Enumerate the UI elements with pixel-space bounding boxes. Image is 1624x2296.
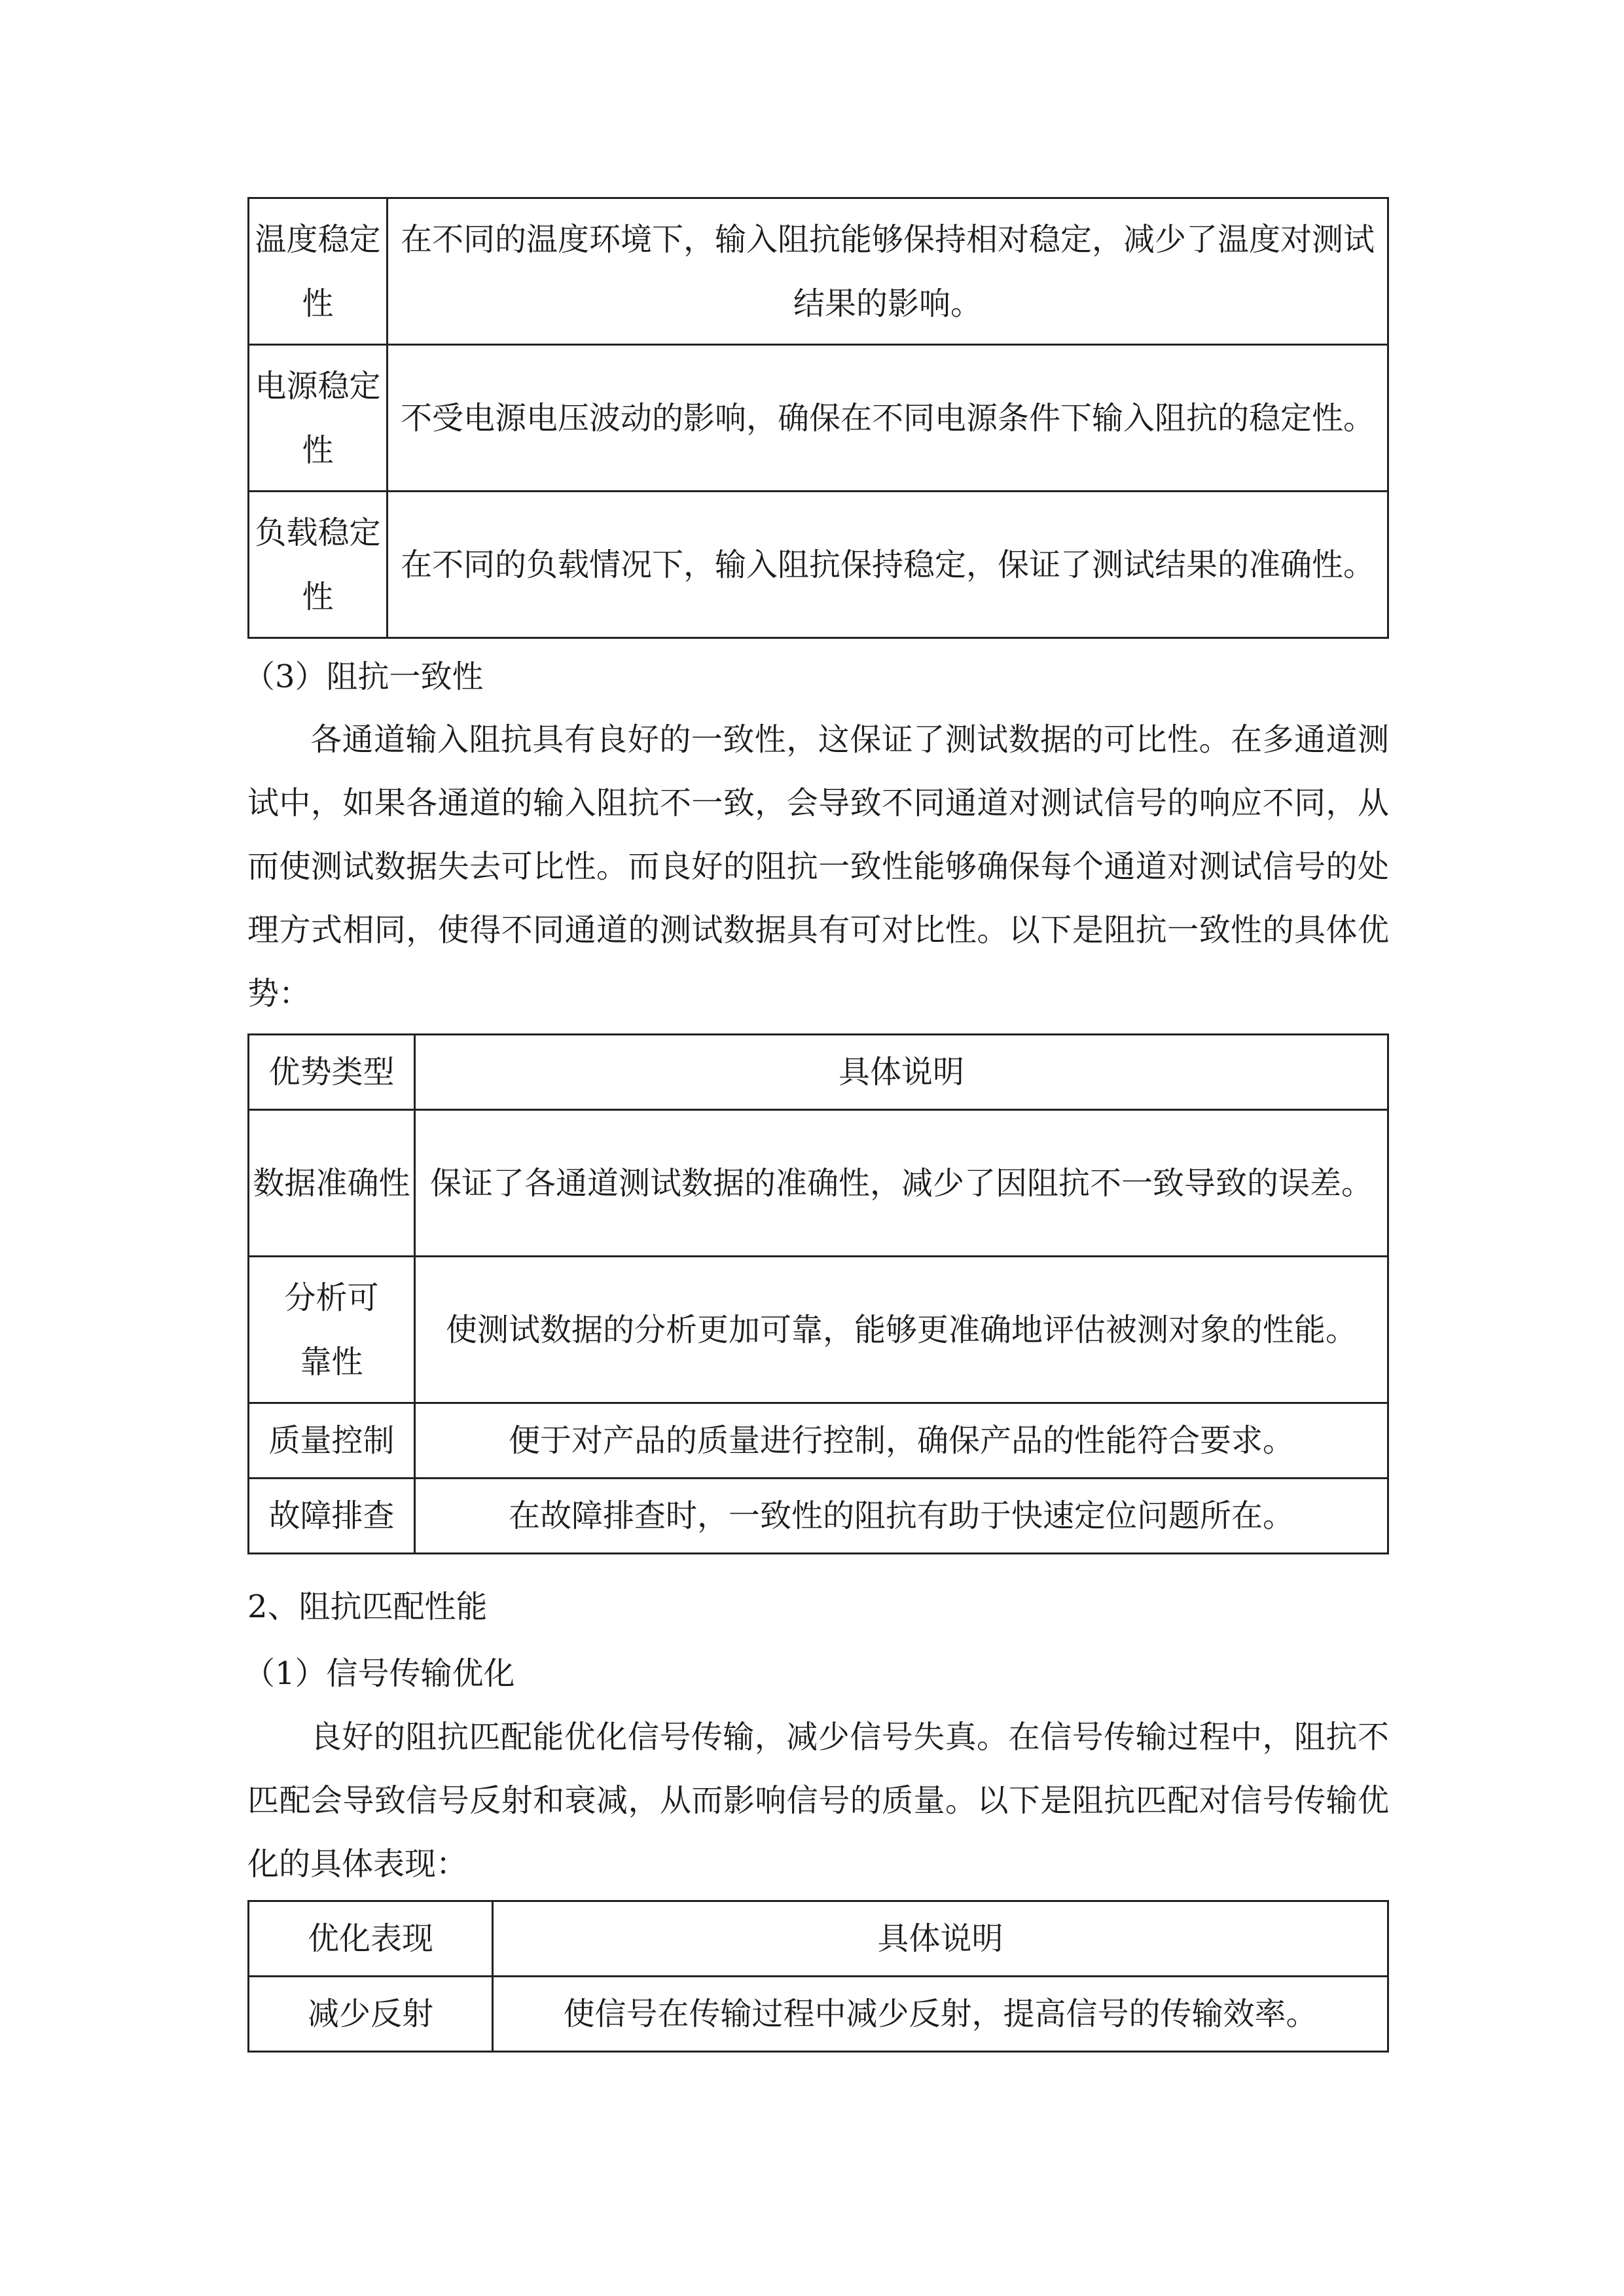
body-paragraph: 各通道输入阻抗具有良好的一致性，这保证了测试数据的可比性。在多通道测试中，如果各通道的输入阻抗不一致，会导致不同通道对测试信号的响应不同，从而使测试数据失去可比性。而良好的阻抗一致性能够确保每个通道对测试信号的处理方式相同，使得不同通道的测试数据具有可对比性。以下是阻抗一致性的具体优势： xyxy=(247,721,1389,1012)
row-desc: 在故障排查时，一致性的阻抗有助于快速定位问题所在。 xyxy=(415,1479,1388,1554)
table-row xyxy=(249,1257,1388,1403)
section-heading: （3）阻抗一致性 xyxy=(244,658,484,695)
column-header: 优化表现 xyxy=(249,1901,493,1977)
table-row xyxy=(249,198,1388,345)
row-desc: 保证了各通道测试数据的准确性，减少了因阻抗不一致导致的误差。 xyxy=(415,1110,1388,1257)
column-header: 优势类型 xyxy=(249,1035,415,1110)
section-heading: 2、阻抗匹配性能 xyxy=(247,1588,488,1625)
column-header: 具体说明 xyxy=(415,1035,1388,1110)
row-name: 故障排查 xyxy=(249,1479,415,1554)
row-name: 电源稳定性 xyxy=(249,345,388,492)
row-name: 温度稳定性 xyxy=(249,198,388,345)
row-name: 减少反射 xyxy=(249,1977,493,2052)
row-desc: 便于对产品的质量进行控制，确保产品的性能符合要求。 xyxy=(415,1403,1388,1479)
row-desc: 不受电源电压波动的影响，确保在不同电源条件下输入阻抗的稳定性。 xyxy=(388,345,1388,492)
table-header-row xyxy=(249,1901,1388,1977)
advantages-table xyxy=(247,1033,1389,1554)
row-name: 数据准确性 xyxy=(249,1110,415,1257)
table-header-row xyxy=(249,1035,1388,1110)
table-row xyxy=(249,1977,1388,2052)
body-paragraph: 良好的阻抗匹配能优化信号传输，减少信号失真。在信号传输过程中，阻抗不匹配会导致信号反射和衰减，从而影响信号的质量。以下是阻抗匹配对信号传输优化的具体表现： xyxy=(247,1719,1389,1882)
table-row xyxy=(249,492,1388,638)
table-row xyxy=(249,345,1388,492)
optimization-table xyxy=(247,1900,1389,2053)
row-desc: 在不同的负载情况下，输入阻抗保持稳定，保证了测试结果的准确性。 xyxy=(388,492,1388,638)
row-name: 质量控制 xyxy=(249,1403,415,1479)
table-row xyxy=(249,1403,1388,1479)
row-name: 分析可靠性 xyxy=(249,1257,415,1403)
stability-table xyxy=(247,197,1389,639)
row-desc: 使测试数据的分析更加可靠，能够更准确地评估被测对象的性能。 xyxy=(415,1257,1388,1403)
table-row xyxy=(249,1110,1388,1257)
row-desc: 使信号在传输过程中减少反射，提高信号的传输效率。 xyxy=(493,1977,1388,2052)
table-row xyxy=(249,1479,1388,1554)
row-name: 负载稳定性 xyxy=(249,492,388,638)
row-desc: 在不同的温度环境下，输入阻抗能够保持相对稳定，减少了温度对测试结果的影响。 xyxy=(388,198,1388,345)
column-header: 具体说明 xyxy=(493,1901,1388,1977)
subsection-heading: （1）信号传输优化 xyxy=(244,1655,515,1692)
